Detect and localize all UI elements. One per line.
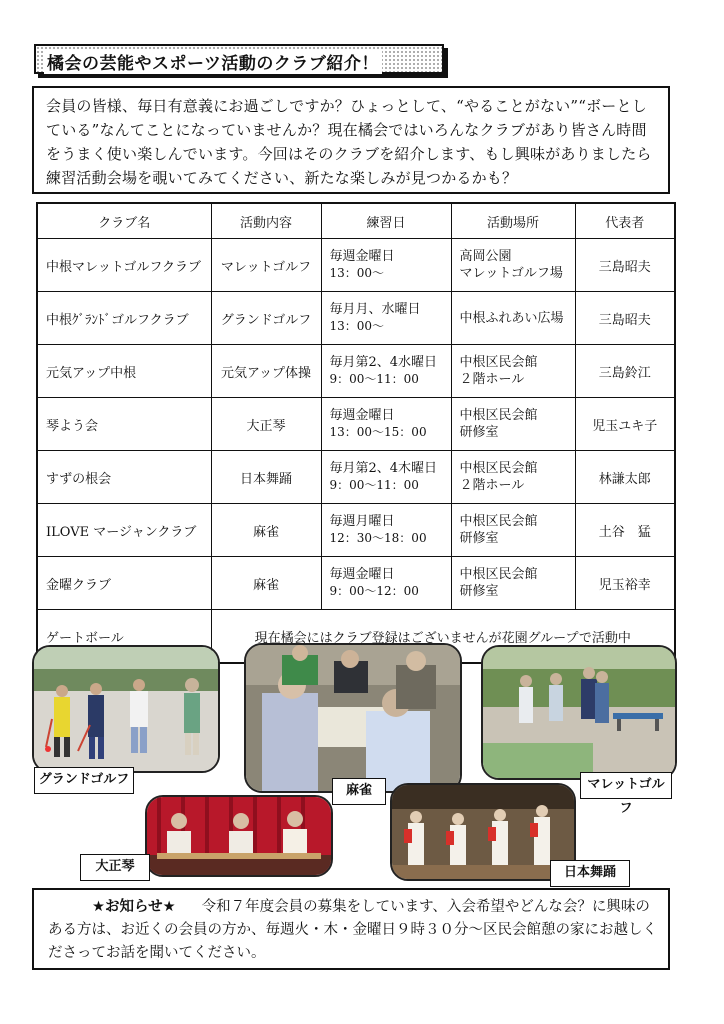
club-name: ゲートボール [37,610,211,664]
table-header-row [37,203,675,239]
club-name: すずの根会 [37,451,211,504]
club-activity: マレットゴルフ [211,239,321,292]
club-activity: 麻雀 [211,504,321,557]
place-line-2: 研修室 [459,584,499,599]
table-row [37,239,675,292]
taishogoto-caption: 大正琴 [80,854,150,881]
practice-day: 毎週金曜日 [329,567,395,582]
mahjong-caption: 麻雀 [332,778,386,805]
place-line-1: 中根区民会館 [459,567,538,582]
mallet-golf-caption: マレットゴルフ [580,772,672,799]
practice-day: 毎月第2、4水曜日 [329,355,438,370]
club-activity: 日本舞踊 [211,451,321,504]
practice-day: 毎月第2、4木曜日 [329,461,438,476]
club-name: 金曜クラブ [37,557,211,610]
grand-golf-photo [32,645,220,773]
club-schedule [321,398,451,451]
club-name: 中根ｸﾞﾗﾝﾄﾞゴルフクラブ [37,292,211,345]
club-place [451,398,575,451]
place-line-1: 中根区民会館 [459,355,538,370]
header-activity: 活動内容 [211,203,321,239]
club-schedule [321,451,451,504]
place-line-2: 研修室 [459,425,499,440]
club-schedule [321,239,451,292]
club-leader: 三島昭夫 [575,239,675,292]
title-banner [34,44,444,74]
club-place [451,345,575,398]
table-row [37,345,675,398]
practice-time: 13：00～ [329,266,385,280]
place-line-2: 研修室 [459,531,499,546]
club-name: 琴よう会 [37,398,211,451]
club-leader: 児玉ユキ子 [575,398,675,451]
club-leader: 土谷 猛 [575,504,675,557]
notice-box [32,888,670,970]
place-line-1: 高岡公園 [459,249,512,264]
table-row [37,292,675,345]
practice-day: 毎週月曜日 [329,514,395,529]
practice-time: 13：00～ [329,319,385,333]
place-line-1: 中根ふれあい広場 [459,310,564,326]
place-line-1: 中根区民会館 [459,514,538,529]
practice-day: 毎月月、水曜日 [329,302,421,317]
club-place [451,557,575,610]
club-leader: 児玉裕幸 [575,557,675,610]
intro-text: 会員の皆様、毎日有意義にお過ごしですか？ひょっとして、“やることがない”“ボーとしている”なんてことになっていませんか？現在橘会ではいろんなクラブがあり皆さん時間をうまく使い楽しんでいます。今回はそのクラブを紹介します、もし興味がありましたら練習活動会場を覗いてみてください、新たな楽しみが見つかるかも？ [46,97,652,187]
club-place [451,239,575,292]
place-line-2: ２階ホール [459,478,525,493]
practice-time: 9：00～12：00 [329,584,419,598]
table-row [37,398,675,451]
place-line-1: 中根区民会館 [459,408,538,423]
club-name: 元気アップ中根 [37,345,211,398]
practice-time: 12：30～18：00 [329,531,427,545]
club-activity: 元気アップ体操 [211,345,321,398]
mallet-golf-photo [481,645,677,780]
place-line-2: マレットゴルフ場 [459,266,563,281]
table-row [37,557,675,610]
club-place [451,504,575,557]
club-leader: 三島昭夫 [575,292,675,345]
intro-box [32,86,670,194]
club-schedule [321,504,451,557]
table-row [37,451,675,504]
grand-golf-caption: グランドゴルフ [34,767,134,794]
place-line-2: ２階ホール [459,372,525,387]
nihon-buyo-photo [390,783,576,881]
practice-day: 毎週金曜日 [329,408,395,423]
practice-time: 13：00～15：00 [329,425,427,439]
header-day: 練習日 [321,203,451,239]
nihon-buyo-caption: 日本舞踊 [550,860,630,887]
mahjong-photo [244,643,462,793]
gateball-note: 現在橘会にはクラブ登録はございませんが花園グループで活動中 [211,610,675,664]
practice-day: 毎週金曜日 [329,249,395,264]
club-name: 中根マレットゴルフクラブ [37,239,211,292]
taishogoto-photo [145,795,333,877]
page-title: 橘会の芸能やスポーツ活動のクラブ紹介！ [44,49,382,74]
club-name: ILOVE マージャンクラブ [37,504,211,557]
practice-time: 9：00～11：00 [329,372,419,386]
club-leader: 三島鈴江 [575,345,675,398]
club-activity: グランドゴルフ [211,292,321,345]
table-row [37,504,675,557]
practice-time: 9：00～11：00 [329,478,419,492]
club-table [36,202,676,664]
header-club: クラブ名 [37,203,211,239]
club-activity: 大正琴 [211,398,321,451]
club-schedule [321,345,451,398]
notice-heading: ★お知らせ★ [92,899,176,915]
club-place [451,292,575,345]
club-place [451,451,575,504]
club-activity: 麻雀 [211,557,321,610]
club-leader: 林謙太郎 [575,451,675,504]
club-schedule [321,557,451,610]
header-leader: 代表者 [575,203,675,239]
notice-text: 令和７年度会員の募集をしています、入会希望やどんな会？に興味のある方は、お近くの会員の方か、毎週火・木・金曜日９時３０分～区民会館憩の家にお越しくださってお話を聞いてください。 [48,899,657,961]
place-line-1: 中根区民会館 [459,461,538,476]
club-schedule [321,292,451,345]
header-place: 活動場所 [451,203,575,239]
